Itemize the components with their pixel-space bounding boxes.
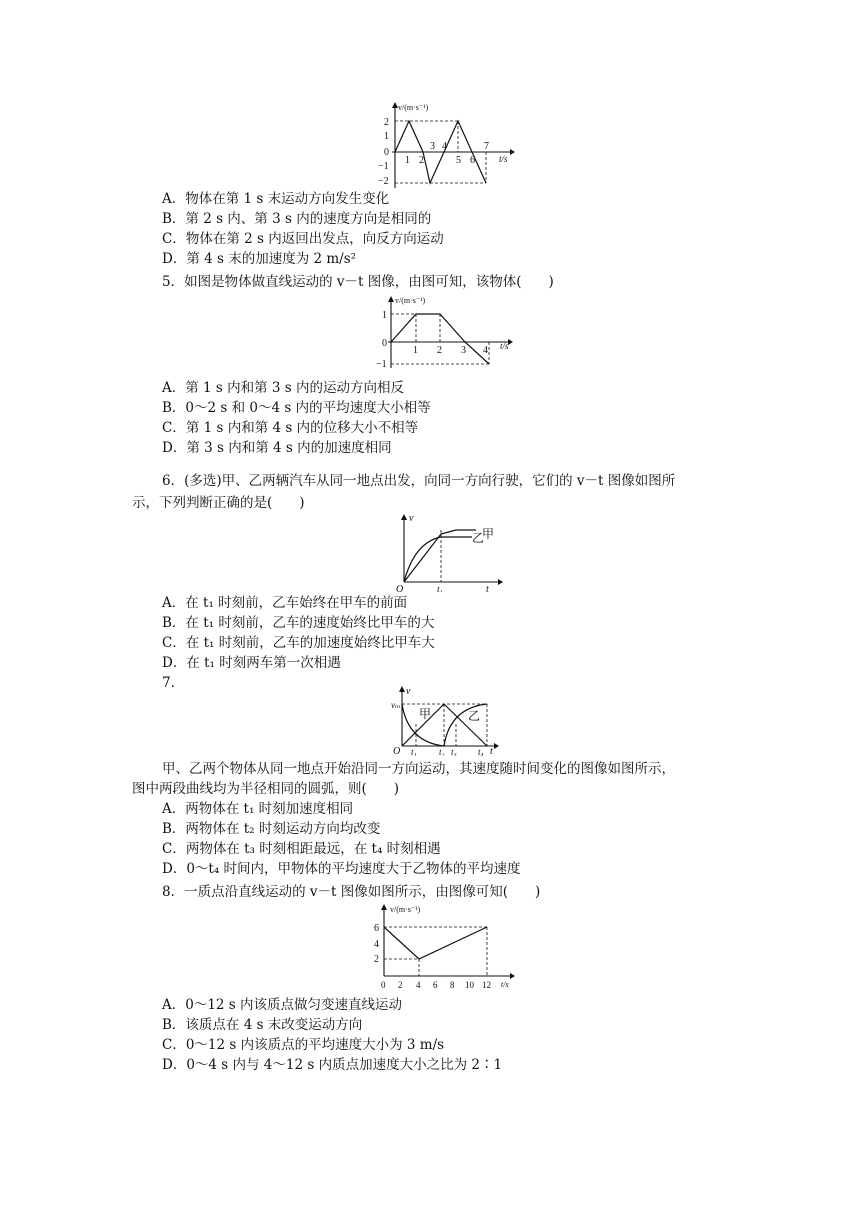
q6-stem-line1: 6．(多选)甲、乙两辆汽车从同一地点出发，向同一方向行驶，它们的 v－t 图像如图所 bbox=[162, 473, 676, 489]
q7-vt-graph bbox=[390, 684, 500, 756]
q4-xtick: 6 bbox=[470, 155, 475, 166]
q8-x-arrow bbox=[510, 973, 515, 979]
q5-xtick: 4 bbox=[483, 345, 488, 356]
q4-ytick: −1 bbox=[378, 161, 389, 172]
q8-xtick: 10 bbox=[465, 980, 474, 990]
q8-option-c: C．0～12 s 内该质点的平均速度大小为 3 m/s bbox=[162, 1037, 445, 1053]
q4-xtick: 2 bbox=[419, 155, 424, 166]
q7-t1-label: t₁ bbox=[411, 747, 417, 756]
q8-stem: 8．一质点沿直线运动的 v－t 图像如图所示，由图像可知( ) bbox=[162, 884, 541, 900]
q6-ylabel: v bbox=[409, 513, 414, 524]
q7-option-d: D．0～t₄ 时间内，甲物体的平均速度大于乙物体的平均速度 bbox=[162, 861, 521, 877]
q5-vt-graph bbox=[376, 292, 516, 370]
q7-label-yi: 乙 bbox=[468, 709, 481, 723]
q4-x-arrow bbox=[510, 149, 515, 155]
q5-ytick: 1 bbox=[382, 310, 387, 321]
q6-option-c: C．在 t₁ 时刻前，乙车的加速度始终比甲车大 bbox=[162, 635, 435, 651]
q4-figure bbox=[378, 98, 518, 190]
q5-xtick: 1 bbox=[413, 345, 418, 356]
q6-stem-line2: 示，下列判断正确的是( ) bbox=[132, 495, 305, 511]
q4-xtick: 1 bbox=[405, 155, 410, 166]
q6-origin: O bbox=[396, 584, 404, 592]
q8-xtick: 4 bbox=[416, 980, 421, 990]
q7-xlabel: t bbox=[490, 746, 493, 756]
q5-ytick: 0 bbox=[382, 338, 387, 349]
q8-xtick: 0 bbox=[381, 980, 386, 990]
q4-ytick: −2 bbox=[378, 176, 389, 187]
q5-xtick: 2 bbox=[437, 345, 442, 356]
q7-t2-label: t₂ bbox=[439, 747, 445, 756]
q7-ylabel: v bbox=[406, 686, 411, 697]
q6-option-d: D．在 t₁ 时刻两车第一次相遇 bbox=[162, 655, 341, 671]
q5-option-b: B．0～2 s 和 0～4 s 内的平均速度大小相等 bbox=[162, 400, 431, 416]
q7-t3-label: t₃ bbox=[451, 747, 457, 756]
q4-option-a: A．物体在第 1 s 末运动方向发生变化 bbox=[162, 191, 390, 207]
q4-ytick: 1 bbox=[384, 131, 389, 142]
q8-vt-graph bbox=[368, 900, 518, 992]
q8-ytick: 2 bbox=[374, 954, 379, 965]
q8-y-arrow bbox=[381, 904, 387, 910]
q5-x-arrow bbox=[508, 339, 513, 345]
q8-figure bbox=[368, 900, 518, 992]
q5-ytick: −1 bbox=[376, 359, 387, 370]
q4-xtick: 4 bbox=[442, 141, 447, 152]
q6-option-a: A．在 t₁ 时刻前，乙车始终在甲车的前面 bbox=[162, 595, 408, 611]
q6-label-jia: 甲 bbox=[482, 527, 495, 541]
q6-option-b: B．在 t₁ 时刻前，乙车的速度始终比甲车的大 bbox=[162, 615, 435, 631]
q4-xtick: 7 bbox=[484, 141, 489, 152]
q6-y-arrow bbox=[401, 514, 407, 520]
q4-xtick: 3 bbox=[430, 141, 435, 152]
q7-option-c: C．两物体在 t₃ 时刻相距最远，在 t₄ 时刻相遇 bbox=[162, 841, 441, 857]
q7-origin: O bbox=[393, 746, 401, 756]
q5-y-arrow bbox=[388, 296, 394, 302]
q7-stem-line2: 图中两段曲线均为半径相同的圆弧，则( ) bbox=[132, 781, 400, 797]
q5-xtick: 3 bbox=[461, 345, 466, 356]
q8-option-b: B．该质点在 4 s 末改变运动方向 bbox=[162, 1017, 363, 1033]
q6-xlabel: t bbox=[486, 584, 489, 592]
q8-xtick: 2 bbox=[398, 980, 403, 990]
q7-x-arrow bbox=[494, 743, 499, 749]
q7-vm-label: vₘ bbox=[391, 700, 401, 710]
q7-figure bbox=[390, 684, 500, 756]
q5-stem: 5．如图是物体做直线运动的 v－t 图像，由图可知，该物体( ) bbox=[162, 274, 554, 290]
q5-ylabel: v/(m·s⁻¹) bbox=[395, 296, 426, 305]
q8-xlabel: t/s bbox=[501, 980, 509, 989]
q6-label-yi: 乙 bbox=[472, 531, 485, 545]
q4-ytick: 0 bbox=[384, 147, 389, 158]
q8-xtick: 12 bbox=[482, 980, 491, 990]
q4-xtick: 5 bbox=[456, 155, 461, 166]
q5-option-a: A．第 1 s 内和第 3 s 内的运动方向相反 bbox=[162, 380, 405, 396]
q4-option-b: B．第 2 s 内、第 3 s 内的速度方向是相同的 bbox=[162, 211, 432, 227]
q4-vt-graph bbox=[378, 98, 518, 190]
q6-curve-yi bbox=[404, 537, 472, 582]
q5-xlabel: t/s bbox=[500, 341, 509, 351]
q4-xlabel: t/s bbox=[499, 154, 508, 164]
q5-figure bbox=[376, 292, 516, 370]
q8-xtick: 6 bbox=[433, 980, 438, 990]
q4-option-c: C．物体在第 2 s 内返回出发点，向反方向运动 bbox=[162, 231, 444, 247]
q6-vt-graph bbox=[394, 510, 504, 592]
q7-stem-line1: 甲、乙两个物体从同一地点开始沿同一方向运动，其速度随时间变化的图像如图所示， bbox=[162, 761, 675, 777]
q7-y-arrow bbox=[399, 686, 405, 692]
q8-velocity-line bbox=[384, 927, 487, 959]
q4-ytick: 2 bbox=[384, 117, 389, 128]
q4-ylabel: v/(m·s⁻¹) bbox=[398, 103, 429, 112]
q8-xtick: 8 bbox=[450, 980, 455, 990]
q7-label-jia: 甲 bbox=[419, 707, 432, 721]
q7-number: 7. bbox=[162, 675, 175, 691]
q8-option-a: A．0～12 s 内该质点做匀变速直线运动 bbox=[162, 997, 403, 1013]
q8-ylabel: v/(m·s⁻¹) bbox=[390, 905, 421, 914]
q4-option-d: D．第 4 s 末的加速度为 2 m/s² bbox=[162, 251, 357, 267]
q7-option-b: B．两物体在 t₂ 时刻运动方向均改变 bbox=[162, 821, 381, 837]
q5-option-d: D．第 3 s 内和第 4 s 内的加速度相同 bbox=[162, 440, 392, 456]
q8-ytick: 6 bbox=[374, 923, 379, 934]
q6-figure bbox=[394, 510, 504, 592]
q7-option-a: A．两物体在 t₁ 时刻加速度相同 bbox=[162, 801, 354, 817]
q5-option-c: C．第 1 s 内和第 4 s 内的位移大小不相等 bbox=[162, 420, 419, 436]
q7-t4-label: t₄ bbox=[478, 747, 484, 756]
q6-t1-label: t₁ bbox=[437, 584, 443, 592]
q8-ytick: 4 bbox=[374, 939, 379, 950]
q8-option-d: D．0～4 s 内与 4～12 s 内质点加速度大小之比为 2∶1 bbox=[162, 1057, 503, 1073]
q6-x-arrow bbox=[498, 579, 503, 585]
